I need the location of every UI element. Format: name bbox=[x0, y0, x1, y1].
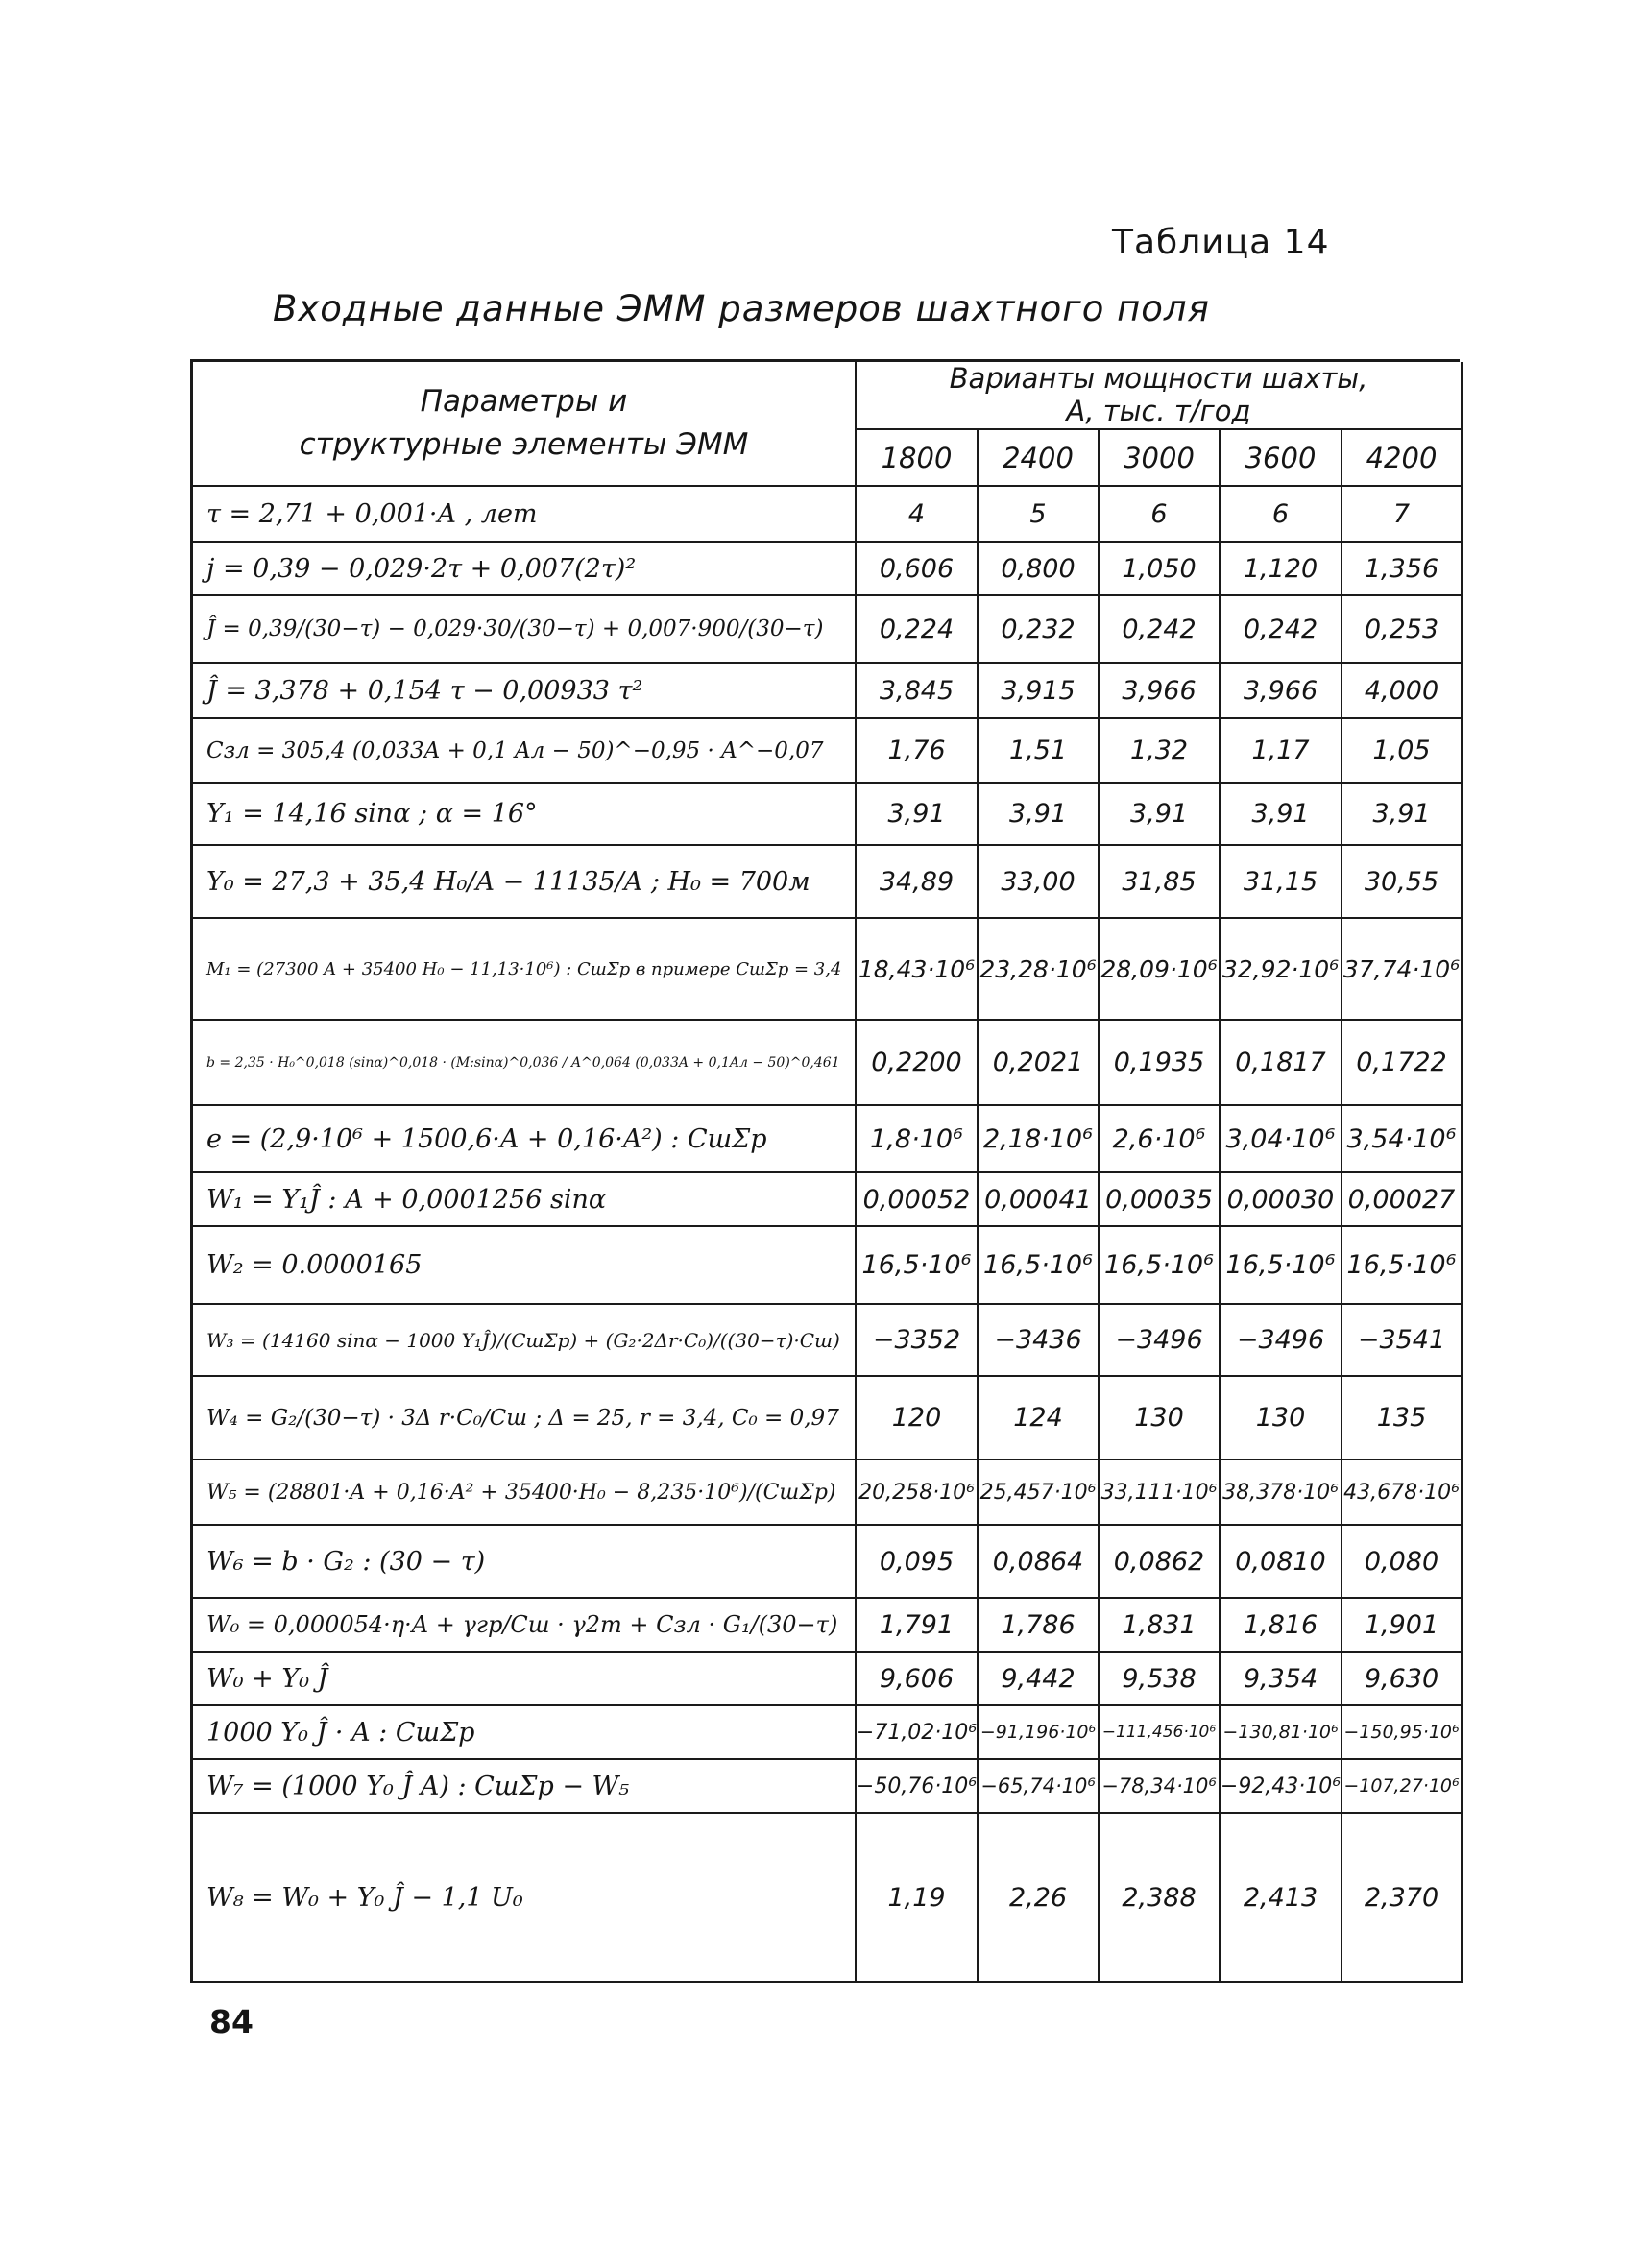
params-header-line1: Параметры и bbox=[420, 384, 628, 420]
value-cell: 1,51 bbox=[979, 719, 1100, 784]
value-cell: 3,54·10⁶ bbox=[1342, 1106, 1463, 1173]
param-cell: b = 2,35 · H₀^0,018 (sinα)^0,018 · (M:sinα)^0,036 / A^0,064 (0,033A + 0,1Aл − 50)^0,461 bbox=[193, 1021, 857, 1106]
value-cell: 1,901 bbox=[1342, 1599, 1463, 1653]
value-cell: 3,91 bbox=[857, 784, 979, 846]
value-cell: 1,120 bbox=[1221, 543, 1342, 596]
params-header-line2: структурные элементы ЭММ bbox=[299, 427, 749, 462]
value-cell: 28,09·10⁶ bbox=[1100, 919, 1221, 1021]
value-cell: 5 bbox=[979, 487, 1100, 543]
value-cell: 124 bbox=[979, 1377, 1100, 1460]
value-cell: 16,5·10⁶ bbox=[857, 1227, 979, 1305]
value-cell: 16,5·10⁶ bbox=[1221, 1227, 1342, 1305]
value-cell: −50,76·10⁶ bbox=[857, 1760, 979, 1814]
value-cell: 16,5·10⁶ bbox=[1342, 1227, 1463, 1305]
value-cell: 20,258·10⁶ bbox=[857, 1460, 979, 1526]
variants-header-line2: А, тыс. т/год bbox=[1066, 394, 1251, 427]
param-cell: Y₁ = 14,16 sinα ; α = 16° bbox=[193, 784, 857, 846]
value-cell: −3496 bbox=[1221, 1305, 1342, 1377]
value-cell: −107,27·10⁶ bbox=[1342, 1760, 1463, 1814]
value-cell: 1,8·10⁶ bbox=[857, 1106, 979, 1173]
value-cell: 130 bbox=[1100, 1377, 1221, 1460]
value-cell: 3,91 bbox=[1342, 784, 1463, 846]
param-cell: Ĵ = 0,39/(30−τ) − 0,029·30/(30−τ) + 0,007·900/(30−τ) bbox=[193, 596, 857, 664]
value-cell: −3496 bbox=[1100, 1305, 1221, 1377]
year-header-1800: 1800 bbox=[857, 430, 979, 487]
param-cell: W₈ = W₀ + Y₀ Ĵ − 1,1 U₀ bbox=[193, 1814, 857, 1983]
value-cell: 16,5·10⁶ bbox=[1100, 1227, 1221, 1305]
value-cell: 3,915 bbox=[979, 664, 1100, 719]
value-cell: 30,55 bbox=[1342, 846, 1463, 919]
value-cell: 3,845 bbox=[857, 664, 979, 719]
value-cell: 0,606 bbox=[857, 543, 979, 596]
value-cell: 0,1722 bbox=[1342, 1021, 1463, 1106]
value-cell: 0,232 bbox=[979, 596, 1100, 664]
value-cell: 130 bbox=[1221, 1377, 1342, 1460]
value-cell: 0,0810 bbox=[1221, 1526, 1342, 1599]
value-cell: 0,242 bbox=[1100, 596, 1221, 664]
value-cell: 33,111·10⁶ bbox=[1100, 1460, 1221, 1526]
value-cell: 0,2200 bbox=[857, 1021, 979, 1106]
param-cell: W₀ + Y₀ Ĵ bbox=[193, 1653, 857, 1706]
value-cell: 0,0864 bbox=[979, 1526, 1100, 1599]
value-cell: 2,26 bbox=[979, 1814, 1100, 1983]
value-cell: 7 bbox=[1342, 487, 1463, 543]
value-cell: 6 bbox=[1100, 487, 1221, 543]
value-cell: 4 bbox=[857, 487, 979, 543]
value-cell: 9,442 bbox=[979, 1653, 1100, 1706]
variants-header bbox=[857, 362, 1463, 430]
value-cell: 2,370 bbox=[1342, 1814, 1463, 1983]
data-table bbox=[190, 359, 1460, 1983]
value-cell: 0,2021 bbox=[979, 1021, 1100, 1106]
year-header-3600: 3600 bbox=[1221, 430, 1342, 487]
value-cell: 6 bbox=[1221, 487, 1342, 543]
value-cell: −150,95·10⁶ bbox=[1342, 1706, 1463, 1760]
value-cell: 1,19 bbox=[857, 1814, 979, 1983]
param-cell: M₁ = (27300 A + 35400 H₀ − 11,13·10⁶) : CшΣp в примере CшΣp = 3,4 bbox=[193, 919, 857, 1021]
value-cell: 1,786 bbox=[979, 1599, 1100, 1653]
value-cell: 1,791 bbox=[857, 1599, 979, 1653]
value-cell: 0,0862 bbox=[1100, 1526, 1221, 1599]
value-cell: 9,354 bbox=[1221, 1653, 1342, 1706]
value-cell: 120 bbox=[857, 1377, 979, 1460]
value-cell: 1,356 bbox=[1342, 543, 1463, 596]
value-cell: 18,43·10⁶ bbox=[857, 919, 979, 1021]
value-cell: 34,89 bbox=[857, 846, 979, 919]
value-cell: 25,457·10⁶ bbox=[979, 1460, 1100, 1526]
value-cell: 0,080 bbox=[1342, 1526, 1463, 1599]
value-cell: −91,196·10⁶ bbox=[979, 1706, 1100, 1760]
value-cell: 0,1817 bbox=[1221, 1021, 1342, 1106]
value-cell: 1,76 bbox=[857, 719, 979, 784]
param-cell: W₅ = (28801·A + 0,16·A² + 35400·H₀ − 8,235·10⁶)/(CшΣp) bbox=[193, 1460, 857, 1526]
value-cell: 0,253 bbox=[1342, 596, 1463, 664]
value-cell: 37,74·10⁶ bbox=[1342, 919, 1463, 1021]
value-cell: 32,92·10⁶ bbox=[1221, 919, 1342, 1021]
param-cell: W₇ = (1000 Y₀ Ĵ A) : CшΣp − W₅ bbox=[193, 1760, 857, 1814]
value-cell: 3,966 bbox=[1100, 664, 1221, 719]
value-cell: 2,18·10⁶ bbox=[979, 1106, 1100, 1173]
value-cell: 3,91 bbox=[1221, 784, 1342, 846]
value-cell: 3,91 bbox=[1100, 784, 1221, 846]
value-cell: 2,388 bbox=[1100, 1814, 1221, 1983]
value-cell: 31,85 bbox=[1100, 846, 1221, 919]
params-header bbox=[193, 362, 857, 487]
value-cell: 9,538 bbox=[1100, 1653, 1221, 1706]
param-cell: e = (2,9·10⁶ + 1500,6·A + 0,16·A²) : CшΣp bbox=[193, 1106, 857, 1173]
value-cell: 0,242 bbox=[1221, 596, 1342, 664]
value-cell: 0,00041 bbox=[979, 1173, 1100, 1227]
value-cell: 23,28·10⁶ bbox=[979, 919, 1100, 1021]
value-cell: 38,378·10⁶ bbox=[1221, 1460, 1342, 1526]
value-cell: 1,050 bbox=[1100, 543, 1221, 596]
value-cell: 3,91 bbox=[979, 784, 1100, 846]
value-cell: 3,04·10⁶ bbox=[1221, 1106, 1342, 1173]
value-cell: 16,5·10⁶ bbox=[979, 1227, 1100, 1305]
value-cell: 0,1935 bbox=[1100, 1021, 1221, 1106]
value-cell: −130,81·10⁶ bbox=[1221, 1706, 1342, 1760]
value-cell: 33,00 bbox=[979, 846, 1100, 919]
value-cell: 2,413 bbox=[1221, 1814, 1342, 1983]
value-cell: 0,00052 bbox=[857, 1173, 979, 1227]
value-cell: 3,966 bbox=[1221, 664, 1342, 719]
value-cell: 1,32 bbox=[1100, 719, 1221, 784]
param-cell: W₂ = 0.0000165 bbox=[193, 1227, 857, 1305]
value-cell: 4,000 bbox=[1342, 664, 1463, 719]
value-cell: 2,6·10⁶ bbox=[1100, 1106, 1221, 1173]
value-cell: 1,17 bbox=[1221, 719, 1342, 784]
value-cell: 9,606 bbox=[857, 1653, 979, 1706]
param-cell: W₄ = G₂/(30−τ) · 3Δ r·C₀/Cш ; Δ = 25, r = 3,4, C₀ = 0,97 bbox=[193, 1377, 857, 1460]
value-cell: 9,630 bbox=[1342, 1653, 1463, 1706]
param-cell: W₀ = 0,000054·η·A + γгр/Cш · γ2т + Cзл · G₁/(30−τ) bbox=[193, 1599, 857, 1653]
value-cell: 0,00027 bbox=[1342, 1173, 1463, 1227]
year-header-2400: 2400 bbox=[979, 430, 1100, 487]
param-cell: W₃ = (14160 sinα − 1000 Y₁Ĵ)/(CшΣp) + (G₂·2Δr·C₀)/((30−τ)·Cш) bbox=[193, 1305, 857, 1377]
value-cell: −71,02·10⁶ bbox=[857, 1706, 979, 1760]
year-header-4200: 4200 bbox=[1342, 430, 1463, 487]
variants-header-line1: Варианты мощности шахты, bbox=[949, 362, 1368, 396]
table-title: Входные данные ЭММ размеров шахтного поля bbox=[273, 288, 1210, 329]
value-cell: 135 bbox=[1342, 1377, 1463, 1460]
value-cell: −111,456·10⁶ bbox=[1100, 1706, 1221, 1760]
page-number: 84 bbox=[209, 2003, 254, 2040]
value-cell: −92,43·10⁶ bbox=[1221, 1760, 1342, 1814]
param-cell: W₆ = b · G₂ : (30 − τ) bbox=[193, 1526, 857, 1599]
value-cell: −65,74·10⁶ bbox=[979, 1760, 1100, 1814]
value-cell: 0,095 bbox=[857, 1526, 979, 1599]
value-cell: −3352 bbox=[857, 1305, 979, 1377]
param-cell: Сзл = 305,4 (0,033A + 0,1 Aл − 50)^−0,95 · A^−0,07 bbox=[193, 719, 857, 784]
param-cell: 1000 Y₀ Ĵ · A : CшΣp bbox=[193, 1706, 857, 1760]
value-cell: −78,34·10⁶ bbox=[1100, 1760, 1221, 1814]
param-cell: j = 0,39 − 0,029·2τ + 0,007(2τ)² bbox=[193, 543, 857, 596]
value-cell: 43,678·10⁶ bbox=[1342, 1460, 1463, 1526]
value-cell: −3541 bbox=[1342, 1305, 1463, 1377]
table-label: Таблица 14 bbox=[1112, 223, 1330, 262]
value-cell: 0,00035 bbox=[1100, 1173, 1221, 1227]
value-cell: 0,224 bbox=[857, 596, 979, 664]
value-cell: 1,816 bbox=[1221, 1599, 1342, 1653]
param-cell: Ĵ = 3,378 + 0,154 τ − 0,00933 τ² bbox=[193, 664, 857, 719]
value-cell: 1,05 bbox=[1342, 719, 1463, 784]
param-cell: τ = 2,71 + 0,001·A , лет bbox=[193, 487, 857, 543]
value-cell: 0,00030 bbox=[1221, 1173, 1342, 1227]
value-cell: 31,15 bbox=[1221, 846, 1342, 919]
value-cell: 0,800 bbox=[979, 543, 1100, 596]
value-cell: 1,831 bbox=[1100, 1599, 1221, 1653]
param-cell: Y₀ = 27,3 + 35,4 H₀/A − 11135/A ; H₀ = 700м bbox=[193, 846, 857, 919]
value-cell: −3436 bbox=[979, 1305, 1100, 1377]
param-cell: W₁ = Y₁Ĵ : A + 0,0001256 sinα bbox=[193, 1173, 857, 1227]
year-header-3000: 3000 bbox=[1100, 430, 1221, 487]
